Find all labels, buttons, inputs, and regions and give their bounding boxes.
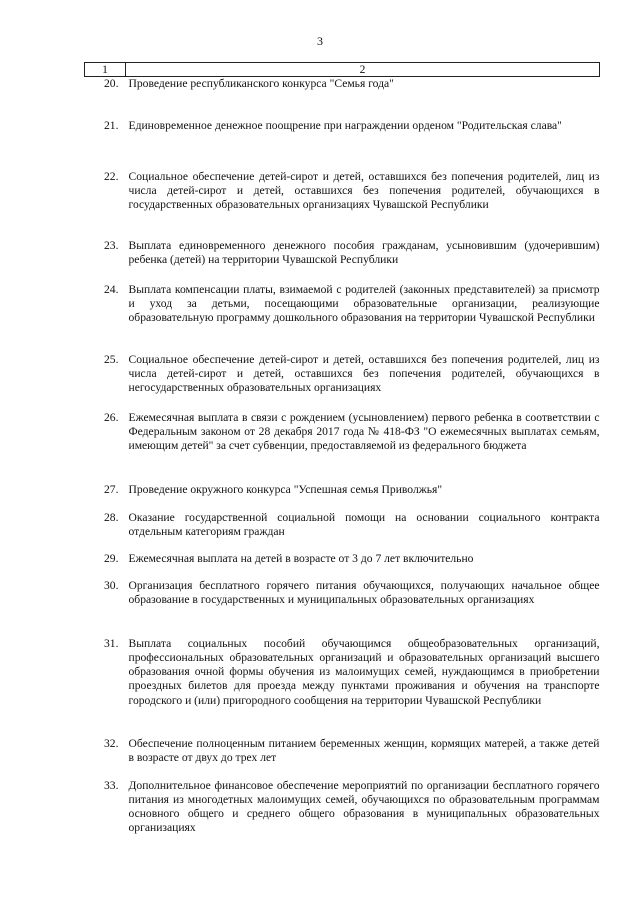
row-text: Выплата компенсации платы, взимаемой с родителей (законных представителей) за присмотр и уход за детьми, посещающими образовательные организации, реализующие образовательную программу дошкольного образования на территории Чувашской Республики (128, 282, 600, 325)
row-text: Ежемесячная выплата в связи с рождением (усыновлением) первого ребенка в соответствии с Федеральным законом от 28 декабря 2017 года № 418-ФЗ "О ежемесячных выплатах семьям, имеющим детей" за счет субвенции, предоставляемой из федерального бюджета (128, 410, 600, 453)
table-row (85, 77, 600, 119)
page-number: 3 (317, 34, 323, 48)
row-text: Проведение окружного конкурса "Успешная семья Приволжья" (128, 482, 443, 496)
row-number: 33. (104, 778, 119, 792)
table-row (85, 483, 600, 511)
table-row (85, 170, 600, 239)
row-number: 21. (104, 118, 119, 132)
measures-table (84, 62, 600, 837)
table-row (85, 353, 600, 411)
table-row (85, 779, 600, 837)
row-number: 29. (104, 551, 119, 565)
row-number: 26. (104, 410, 119, 424)
row-number: 24. (104, 282, 119, 296)
table-header-row (85, 63, 600, 77)
table-row (85, 119, 600, 170)
row-text: Социальное обеспечение детей-сирот и детей, оставшихся без попечения родителей, лиц из числа детей-сирот и детей, оставшихся без попечения родителей, обучающихся в государственных образовательных организациях Чувашской Республики (128, 169, 600, 212)
column-header-text: 2 (126, 63, 600, 77)
table-row (85, 239, 600, 283)
row-number: 22. (104, 169, 119, 183)
table-row (85, 552, 600, 579)
table-row (85, 579, 600, 637)
row-number: 32. (104, 736, 119, 750)
row-text: Дополнительное финансовое обеспечение мероприятий по организации бесплатного горячего питания из многодетных малоимущих семей, обучающихся по образовательным программам основного общего и среднего общего образования в муниципальных образовательных организациях (128, 778, 600, 835)
table-row (85, 637, 600, 737)
row-number: 23. (104, 238, 119, 252)
row-text: Оказание государственной социальной помощи на основании социального контракта отдельным категориям граждан (128, 510, 600, 538)
row-number: 28. (104, 510, 119, 524)
row-number: 30. (104, 578, 119, 592)
row-number: 27. (104, 482, 119, 496)
row-text: Проведение республиканского конкурса "Семья года" (128, 77, 394, 90)
row-text: Единовременное денежное поощрение при награждении орденом "Родительская слава" (128, 118, 562, 132)
row-text: Социальное обеспечение детей-сирот и детей, оставшихся без попечения родителей, лиц из числа детей-сирот и детей, оставшихся без попечения родителей, обучающихся в негосударственных образовательных организациях (128, 352, 600, 395)
row-text: Выплата социальных пособий обучающимся общеобразовательных организаций, профессиональных образовательных организаций и образовательных организаций высшего образования очной формы обучения из малоимущих семей, нуждающимся в приобретении проездных билетов для проезда между пунктами проживания и обучения на транспорте городского и (или) пригородного сообщения на территории Чувашской Республики (128, 636, 600, 707)
row-text: Выплата единовременного денежного пособия гражданам, усыновившим (удочерившим) ребенка (детей) на территории Чувашской Республики (128, 238, 600, 266)
row-number: 20. (104, 77, 119, 90)
table-row (85, 737, 600, 779)
row-text: Организация бесплатного горячего питания обучающихся, получающих начальное общее образование в государственных и муниципальных образовательных организациях (128, 578, 600, 606)
table-row (85, 411, 600, 483)
table-row (85, 511, 600, 552)
row-number: 25. (104, 352, 119, 366)
row-text: Ежемесячная выплата на детей в возрасте от 3 до 7 лет включительно (128, 551, 474, 565)
row-text: Обеспечение полноценным питанием беременных женщин, кормящих матерей, а также детей в возрасте от двух до трех лет (128, 736, 600, 764)
table-row (85, 283, 600, 353)
column-header-number: 1 (85, 63, 126, 77)
row-number: 31. (104, 636, 119, 650)
